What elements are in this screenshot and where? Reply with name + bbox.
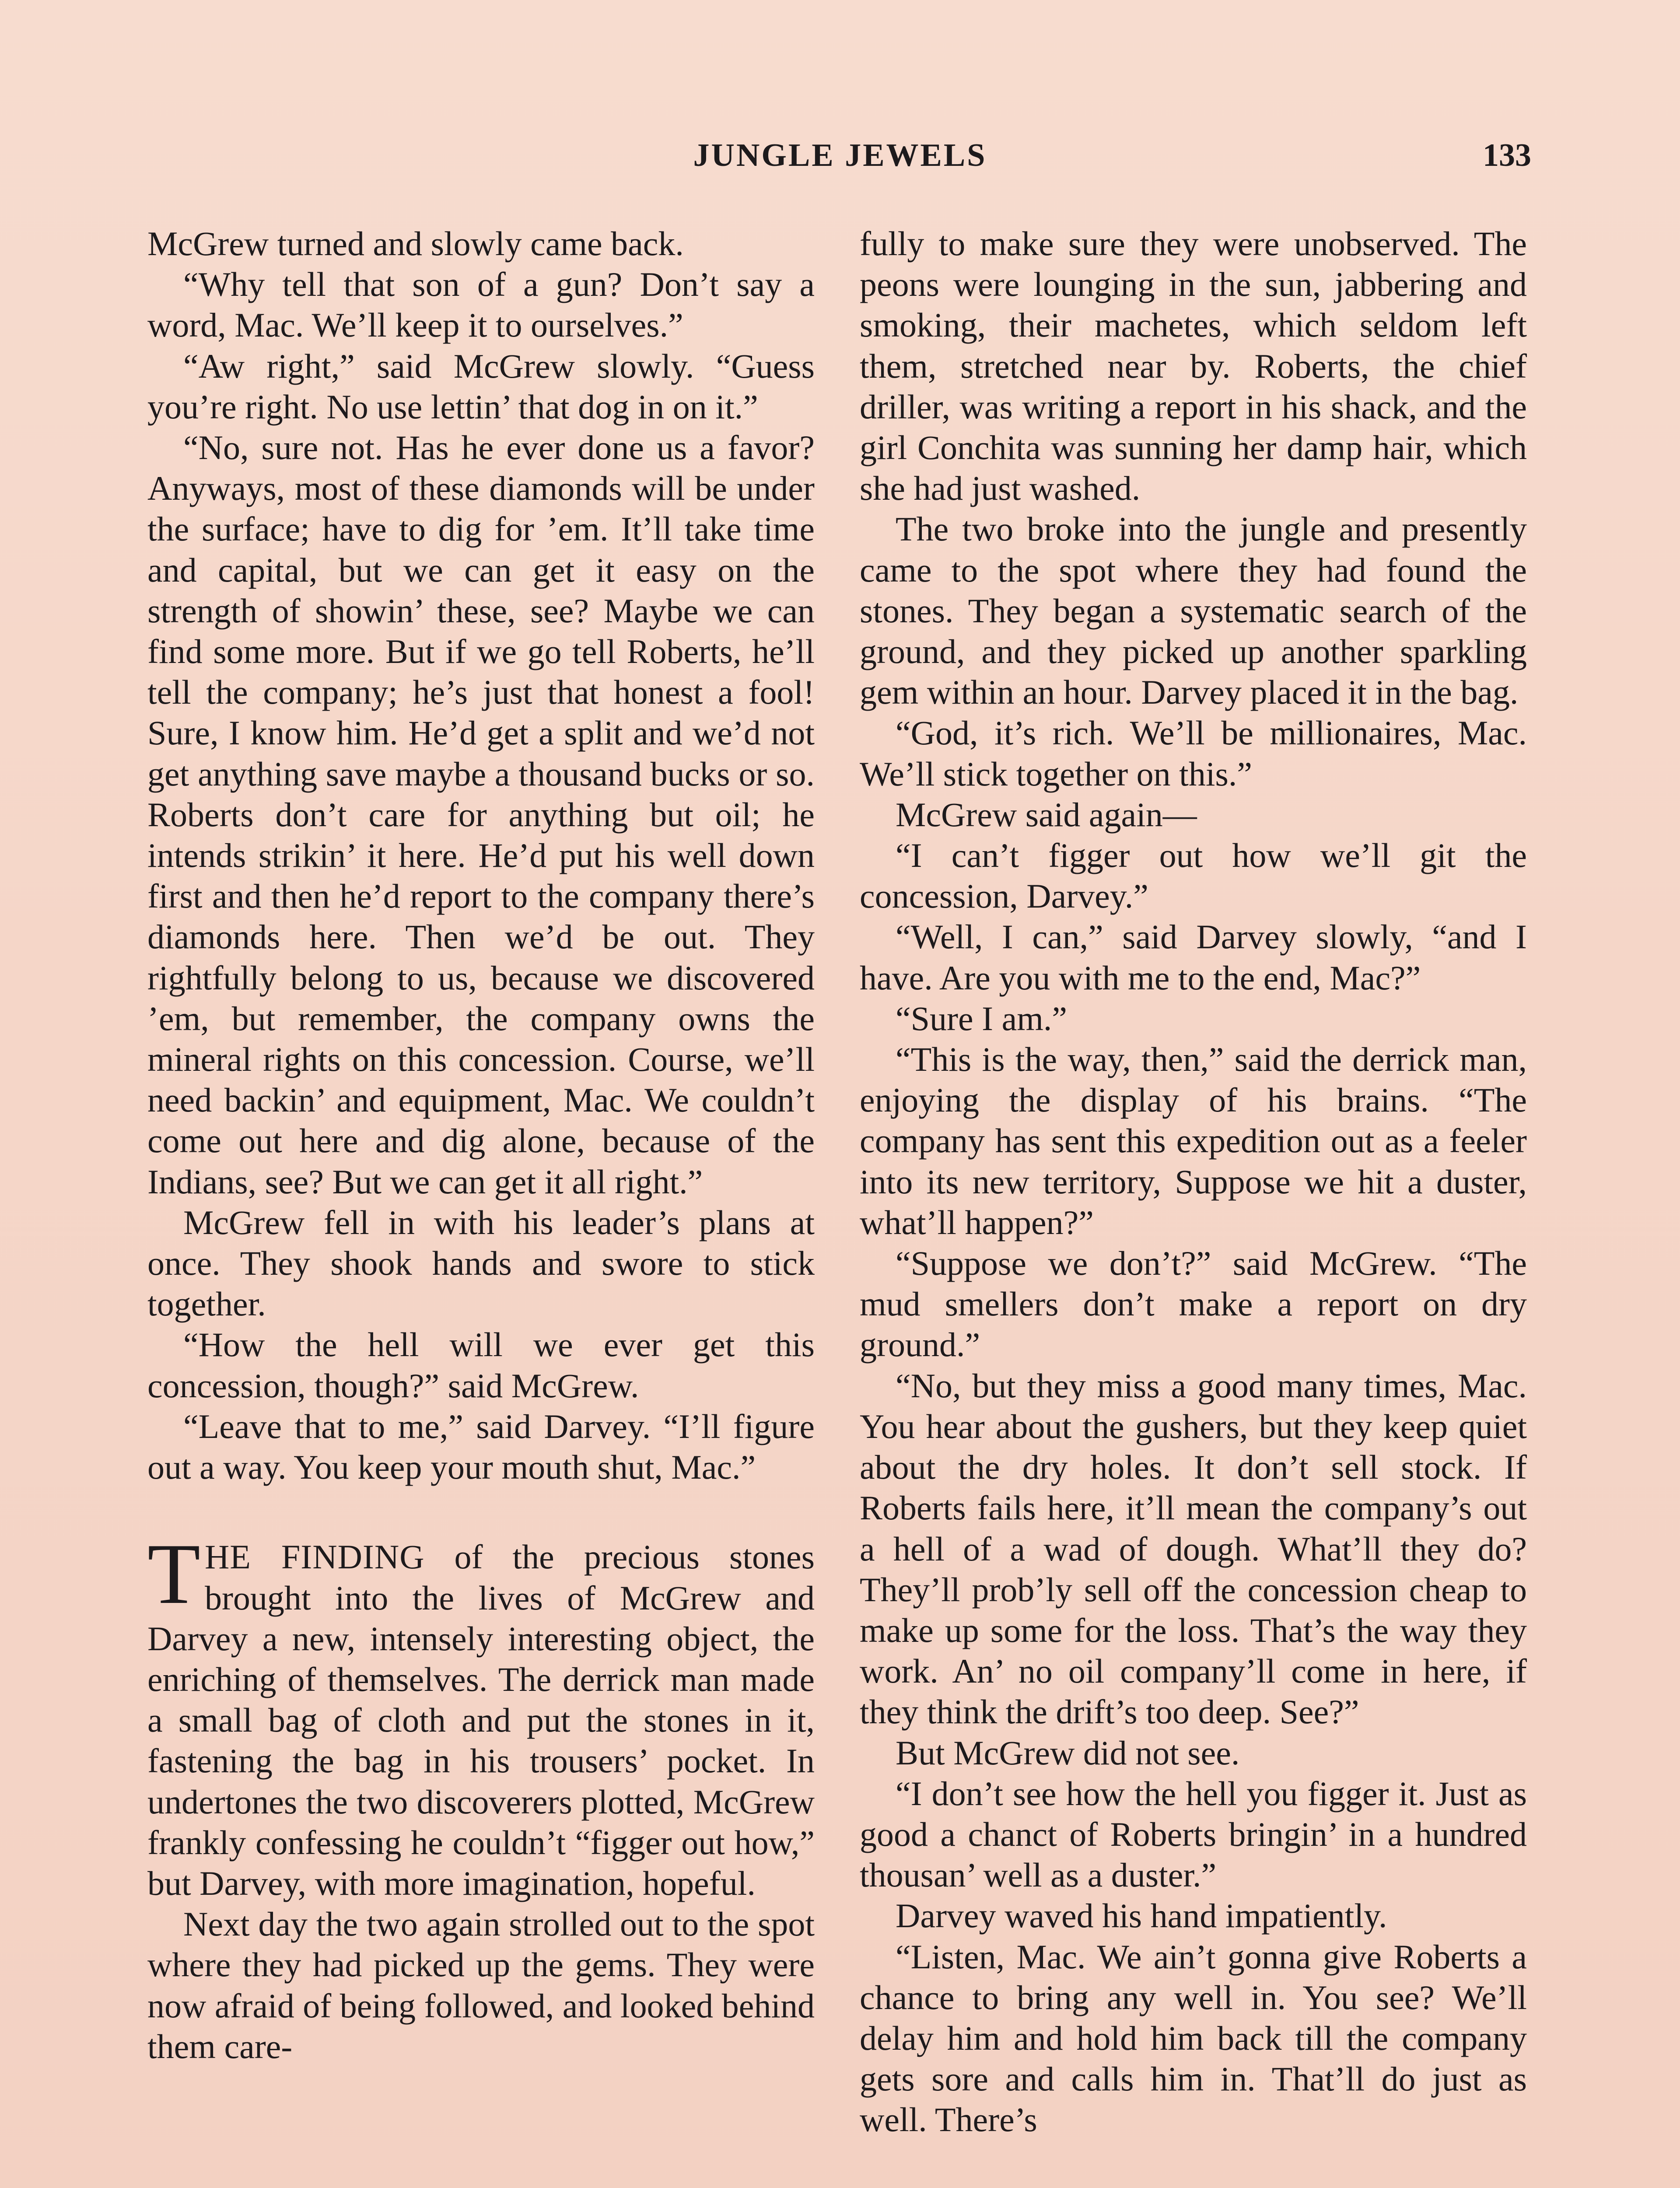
paragraph: “This is the way, then,” said the derrick man, enjoying the display of his brains. “The company has sent this expedition out as a feeler into its new territory, Suppose we hit a duster, what’ll happen?” xyxy=(860,1040,1527,1241)
section-paragraph-text: of the precious stones brought into the lives of McGrew and Darvey a new, intensely interesting object, the enriching of themselves. The derrick man made a small bag of cloth and put the stones in it, fastening the bag in his trousers’ pocket. In undertones the two discoverers plotted, McGrew frankly confessing he couldn’t “figger out how,” but Darvey, with more imagination, hopeful. xyxy=(147,1538,815,1902)
paragraph: Next day the two again strolled out to the spot where they had picked up the gems. They were now afraid of being followed, and looked behind them care- xyxy=(147,1905,815,2065)
paragraph: “How the hell will we ever get this concession, though?” said McGrew. xyxy=(147,1325,815,1405)
paragraph: McGrew turned and slowly came back. xyxy=(147,224,684,263)
paragraph: The two broke into the jungle and presently came to the spot where they had found the stones. They began a systematic search of the ground, and they picked up another sparkling gem within an hour. Darvey placed it in the bag. xyxy=(860,510,1527,712)
paragraph: “No, but they miss a good many times, Mac. You hear about the gushers, but they keep quiet about the dry holes. It don’t sell stock. If Roberts fails here, it’ll mean the company’s out a hell of a wad of dough. What’ll they do? They’ll prob’ly sell off the concession cheap to make up some for the loss. That’s the way they work. An’ no oil company’ll come in here, if they think the drift’s too deep. See?” xyxy=(860,1366,1527,1731)
drop-cap: T xyxy=(147,1526,200,1622)
left-column xyxy=(147,223,815,2067)
paragraph: “Sure I am.” xyxy=(896,999,1067,1038)
paragraph: But McGrew did not see. xyxy=(896,1733,1240,1772)
paragraph-continued: fully to make sure they were unobserved. The peons were lounging in the sun, jabbering and smoking, their machetes, which seldom left them, stretched near by. Roberts, the chief driller, was writing a report in his shack, and the girl Conchita was sunning her damp hair, which she had just washed. xyxy=(860,224,1527,508)
paragraph: “Listen, Mac. We ain’t gonna give Roberts a chance to bring any well in. You see? We’ll delay him and hold him back till the company gets sore and calls him in. That’ll do just as well. There’s xyxy=(860,1937,1527,2139)
paragraph: “Suppose we don’t?” said McGrew. “The mud smellers don’t make a report on dry ground.” xyxy=(860,1244,1527,1364)
page-header xyxy=(149,131,1531,184)
paragraph: “I can’t figger out how we’ll git the concession, Darvey.” xyxy=(860,836,1527,915)
paragraph: McGrew fell in with his leader’s plans at once. They shook hands and swore to stick together. xyxy=(147,1203,815,1323)
paragraph: “I don’t see how the hell you figger it. Just as good a chanct of Roberts bringin’ in a hundred thousan’ well as a duster.” xyxy=(860,1774,1527,1894)
paragraph: McGrew said again— xyxy=(896,795,1197,834)
paragraph: “Aw right,” said McGrew slowly. “Guess you’re right. No use lettin’ that dog in on it.” xyxy=(147,347,815,426)
paragraph: Darvey waved his hand impatiently. xyxy=(896,1897,1387,1935)
running-title: JUNGLE JEWELS xyxy=(693,137,987,173)
paragraph: “God, it’s rich. We’ll be millionaires, Mac. We’ll stick together on this.” xyxy=(860,714,1527,793)
page-number: 133 xyxy=(1483,137,1531,173)
paragraph: “No, sure not. Has he ever done us a favor? Anyways, most of these diamonds will be under the surface; have to dig for ’em. It’ll take time and capital, but we can get it easy on the strength of showin’ these, see? Maybe we can find some more. But if we go tell Roberts, he’ll tell the company; he’s just that honest a fool! Sure, I know him. He’d get a split and we’d not get anything save maybe a thousand bucks or so. Roberts don’t care for anything but oil; he intends strikin’ it here. He’d put his well down first and then he’d report to the company there’s diamonds here. Then we’d be out. They rightfully belong to us, because we discovered ’em, but remember, the company owns the mineral rights on this concession. Course, we’ll need backin’ and equipment, Mac. We couldn’t come out here and dig alone, because of the Indians, see? But we can get it all right.” xyxy=(147,428,815,1201)
section-lead-in: HE FINDING xyxy=(204,1538,425,1576)
paragraph: “Leave that to me,” said Darvey. “I’ll figure out a way. You keep your mouth shut, Mac.” xyxy=(147,1407,815,1487)
right-column xyxy=(860,223,1527,2140)
section-break xyxy=(147,1487,815,1536)
paragraph: “Why tell that son of a gun? Don’t say a word, Mac. We’ll keep it to ourselves.” xyxy=(147,265,815,344)
section-opening-paragraph xyxy=(147,1526,815,1904)
paragraph: “Well, I can,” said Darvey slowly, “and I have. Are you with me to the end, Mac?” xyxy=(860,918,1527,997)
